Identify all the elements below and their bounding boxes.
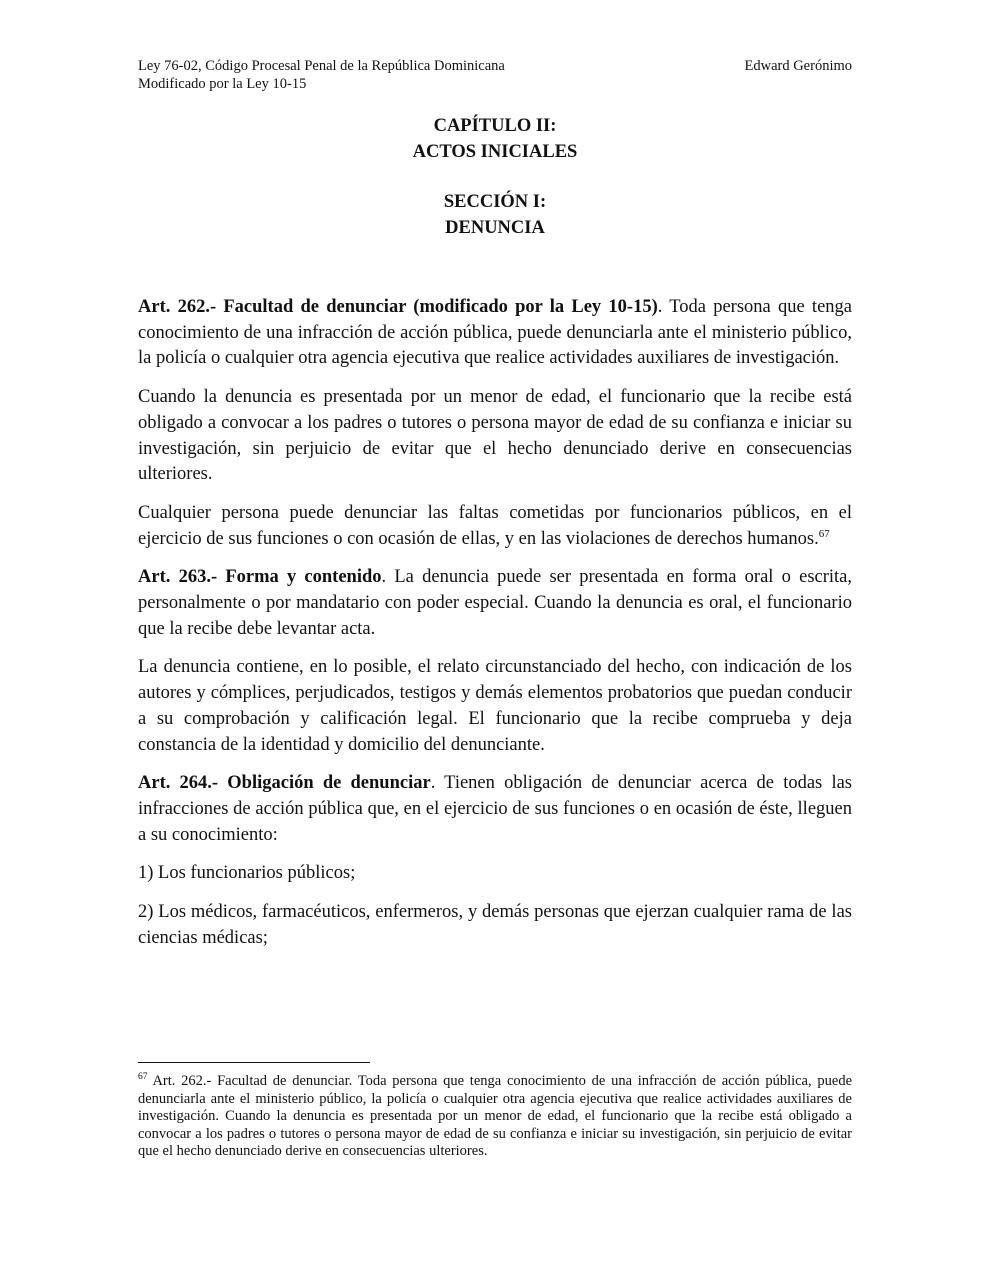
paragraph-complaint-content [138, 655, 852, 758]
running-header [138, 57, 852, 93]
list-item-text: 1) Los funcionarios públicos; [138, 863, 356, 884]
header-author: Edward Gerónimo [744, 58, 852, 74]
paragraph-text: . La denuncia puede ser presentada en forma oral o escrita, personalmente o por mandatario con poder especial. Cuando la denuncia es oral, el funcionario que la recibe debe levantar acta. [138, 567, 852, 639]
list-item-2 [138, 900, 852, 951]
paragraph-art-264 [138, 771, 852, 848]
paragraph-art-262 [138, 295, 852, 372]
chapter-title: ACTOS INICIALES [412, 141, 578, 162]
paragraph-text: Cuando la denuncia es presentada por un menor de edad, el funcionario que la recibe está obligado a convocar a los padres o tutores o persona mayor de edad de su confianza e iniciar su investigación, sin perjuicio de evitar que el hecho denunciado derive en consecuencias ulteriores. [138, 387, 852, 485]
chapter-heading [138, 114, 852, 165]
list-item-text: 2) Los médicos, farmacéuticos, enfermeros, y demás personas que ejerzan cualquier rama de las ciencias médicas; [138, 902, 852, 948]
paragraph-text: . Toda persona que tenga conocimiento de una infracción de acción pública, puede denunciarla ante el ministerio público, la policía o cualquier otra agencia ejecutiva que realice actividades auxiliares de investigación. [138, 297, 852, 369]
footnote-67 [138, 1073, 852, 1161]
footnote-number: 67 [138, 1072, 148, 1083]
header-modification-note: Modificado por la Ley 10-15 [138, 76, 307, 92]
section-number: SECCIÓN I: [443, 192, 547, 212]
paragraph-text: . Tienen obligación de denunciar acerca de todas las infracciones de acción pública que, en el ejercicio de sus funciones o en ocasión de éste, lleguen a su conocimiento: [138, 773, 852, 845]
article-heading-262: Art. 262.- Facultad de denunciar (modificado por la Ley 10-15) [138, 297, 658, 317]
footnote-text: Art. 262.- Facultad de denunciar. Toda persona que tenga conocimiento de una infracción de acción pública, puede denunciarla ante el ministerio público, la policía o cualquier otra agencia ejecutiva que realice actividades auxiliares de investigación. Cuando la denuncia es presentada por un menor de edad, el funcionario que la recibe está obligado a convocar a los padres o tutores o persona mayor de edad de su confianza e iniciar su investigación, sin perjuicio de evitar que el hecho denunciado derive en consecuencias ulteriores. [138, 1073, 852, 1159]
paragraph-text: Cualquier persona puede denunciar las faltas cometidas por funcionarios públicos, en el ejercicio de sus funciones o con ocasión de ellas, y en las violaciones de derechos humanos. [138, 502, 852, 549]
document-page [138, 57, 852, 964]
footnote-separator [138, 1062, 370, 1063]
chapter-number: CAPÍTULO II: [433, 116, 557, 136]
article-heading-264: Art. 264.- Obligación de denunciar [138, 773, 431, 794]
header-law-title: Ley 76-02, Código Procesal Penal de la República Dominicana [138, 58, 505, 74]
paragraph-minor-complaint [138, 385, 852, 488]
paragraph-text: La denuncia contiene, en lo posible, el relato circunstanciado del hecho, con indicación de los autores y cómplices, perjudicados, testigos y demás elementos probatorios que puedan conducir a su comprobación y calificación legal. El funcionario que la recibe comprueba y deja constancia de la identidad y domicilio del denunciante. [138, 657, 852, 755]
paragraph-art-263 [138, 565, 852, 642]
section-title: DENUNCIA [445, 217, 545, 238]
section-heading [138, 190, 852, 241]
footnote-reference[interactable]: 67 [818, 527, 830, 540]
body-text [138, 295, 852, 951]
article-heading-263: Art. 263.- Forma y contenido [138, 567, 382, 588]
paragraph-public-officials [138, 501, 852, 552]
list-item-1 [138, 861, 852, 887]
headings [138, 114, 852, 241]
